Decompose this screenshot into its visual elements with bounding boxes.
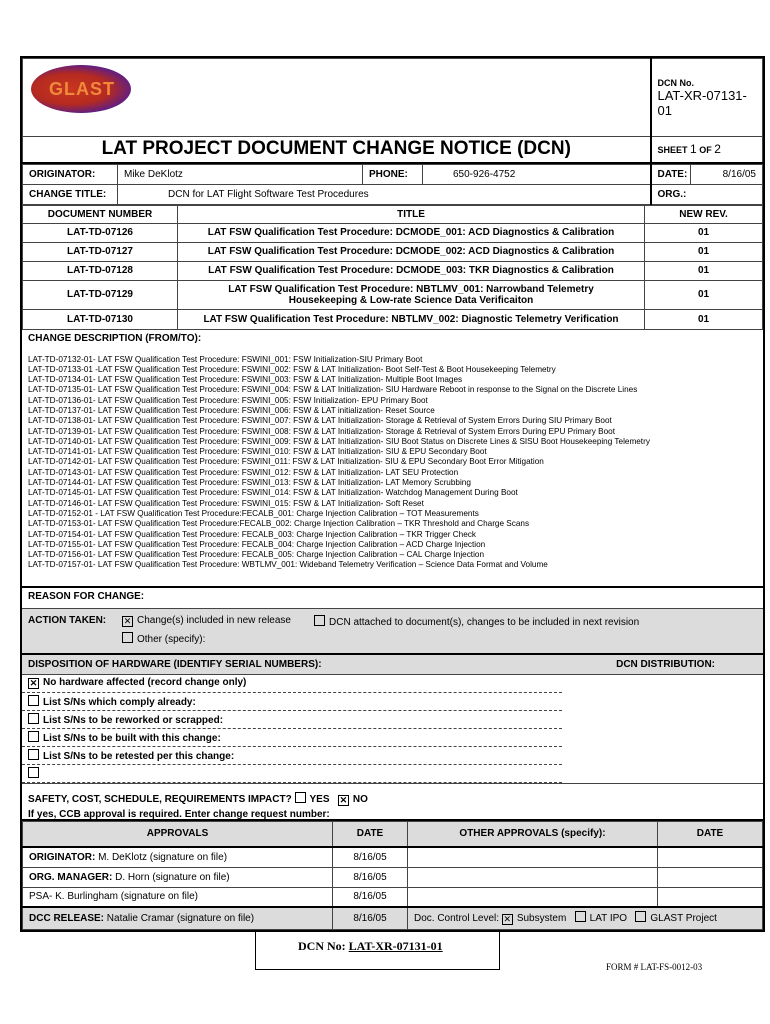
approval-name: M. DeKlotz (signature on file) [98,851,228,863]
disposition-list [22,675,562,783]
change-description-line: LAT-TD-07146-01- LAT FSW Qualification Test Procedure: FSWINI_015: FSW & LAT Initialization- Soft Reset [28,498,424,508]
disposition-label: DISPOSITION OF HARDWARE (IDENTIFY SERIAL NUMBERS): [28,658,322,670]
phone-label: PHONE: [363,164,423,184]
sheet-of: OF [699,145,712,156]
impact-note: If yes, CCB approval is required. Enter change request number: [28,808,330,820]
checkbox-icon[interactable] [28,749,39,760]
doc-number: LAT-TD-07129 [23,280,178,309]
date-header: DATE [333,821,408,847]
documents-table [22,205,763,330]
doc-rev: 01 [645,242,763,261]
logo-text: GLAST [49,79,115,99]
change-description-label: CHANGE DESCRIPTION (FROM/TO): [28,332,202,344]
doc-title: LAT FSW Qualification Test Procedure: DCMODE_002: ACD Diagnostics & Calibration [178,242,645,261]
checkbox-icon[interactable] [635,911,646,922]
doc-title-header: TITLE [178,205,645,223]
change-description-line: LAT-TD-07139-01- LAT FSW Qualification Test Procedure: FSWINI_008: FSW & LAT Initialization- Storage & Retrieval of System Errors During EPU Primary Boot [28,426,615,436]
change-description-line: LAT-TD-07140-01- LAT FSW Qualification Test Procedure: FSWINI_009: FSW & LAT Initialization- SIU Boot Status on Discrete Lines & SISU Boot Housekeeping Telemetry [28,436,650,446]
other-approvals-header: OTHER APPROVALS (specify): [408,821,658,847]
approval-date: 8/16/05 [333,867,408,887]
release-date: 8/16/05 [333,907,408,929]
impact-no: NO [352,793,368,805]
checkbox-icon[interactable] [314,615,325,626]
change-title-label: CHANGE TITLE: [23,184,118,204]
release-role: DCC RELEASE: [29,912,105,924]
level-lat-ipo: LAT IPO [589,913,628,925]
change-description-line: LAT-TD-07142-01- LAT FSW Qualification Test Procedure: FSWINI_011: FSW & LAT Initialization- SIU & EPU Secondary Boot Error Mitigation [28,457,544,467]
checkbox-icon[interactable] [28,731,39,742]
form-number: FORM # LAT-FS-0012-03 [606,962,703,972]
footer-dcn-box [255,930,500,970]
dcn-form [20,56,765,932]
impact-yes: YES [309,793,330,805]
doc-rev: 01 [645,223,763,242]
doc-rev: 01 [645,309,763,329]
action-opt3-label: Other (specify): [137,633,206,645]
checkbox-checked-icon[interactable]: ✕ [503,914,512,925]
date-label: DATE: [651,164,691,184]
checkbox-icon[interactable] [28,713,39,724]
list-item[interactable] [22,710,562,728]
change-description-line: LAT-TD-07154-01- LAT FSW Qualification Test Procedure: FECALB_003: Charge Injection Calibration – TKR Trigger Check [28,529,476,539]
change-description-line: LAT-TD-07156-01- LAT FSW Qualification Test Procedure: FECALB_005: Charge Injection Calibration – CAL Charge Injection [28,550,484,560]
disposition-header [22,655,763,675]
page-title: LAT PROJECT DOCUMENT CHANGE NOTICE (DCN) [23,137,651,163]
checkbox-icon[interactable] [575,911,586,922]
disposition-item-label: List S/Ns to be retested per this change: [43,750,235,762]
table-row [23,223,763,242]
action-opt2-label: DCN attached to document(s), changes to be included in next revision [329,616,640,628]
checkbox-icon[interactable] [28,695,39,706]
originator-label: ORIGINATOR: [23,164,118,184]
change-description-line: LAT-TD-07132-01- LAT FSW Qualification Test Procedure: FSWINI_001: FSW Initialization-SIU Primary Boot [28,354,423,364]
checkbox-checked-icon[interactable]: ✕ [339,794,348,805]
table-row [23,242,763,261]
approval-role: ORIGINATOR: [29,851,96,863]
change-description-line: LAT-TD-07136-01- LAT FSW Qualification Test Procedure: FSWINI_005: FSW Initialization- EPU Primary Boot [28,395,428,405]
level-subsystem: Subsystem [516,913,567,925]
dcn-no-label: DCN No. [657,77,694,88]
doc-number: LAT-TD-07128 [23,261,178,280]
date-value: 8/16/05 [691,164,763,184]
action-taken-section [22,609,763,655]
doc-number: LAT-TD-07126 [23,223,178,242]
impact-label: SAFETY, COST, SCHEDULE, REQUIREMENTS IMPACT? [28,793,292,805]
disposition-item-label: List S/Ns to be reworked or scrapped: [43,714,224,726]
table-row [23,867,763,887]
action-opt2[interactable] [314,615,639,628]
change-description-list [22,347,763,575]
org-label: ORG.: [651,184,763,204]
control-level-label: Doc. Control Level: [414,913,500,925]
disposition-item-label: No hardware affected (record change only) [43,677,247,688]
approval-name: PSA- K. Burlingham (signature on file) [29,891,198,903]
doc-title: LAT FSW Qualification Test Procedure: NBTLMV_001: Narrowband Telemetry Housekeeping & Low-rate Science Data Verificaiton [178,280,645,309]
list-item[interactable] [22,675,562,693]
change-description-line: LAT-TD-07141-01- LAT FSW Qualification Test Procedure: FSWINI_010: FSW & LAT Initialization- SIU & EPU Secondary Boot [28,447,487,457]
checkbox-icon[interactable] [295,792,306,803]
sheet-total: 2 [714,142,721,157]
doc-title: LAT FSW Qualification Test Procedure: DCMODE_001: ACD Diagnostics & Calibration [178,223,645,242]
table-row [23,309,763,329]
doc-number-header: DOCUMENT NUMBER [23,205,178,223]
header-table [22,58,763,164]
level-glast-project: GLAST Project [650,913,717,925]
doc-rev: 01 [645,280,763,309]
other-date-header: DATE [658,821,763,847]
change-description-line: LAT-TD-07133-01 -LAT FSW Qualification Test Procedure: FSWINI_002: FSW & LAT Initialization- Boot Self-Test & Boot Housekeeping Telemetry [28,364,556,374]
impact-section [22,783,763,821]
approval-role: ORG. MANAGER: [29,871,113,883]
glast-logo [31,65,131,113]
footer-dcn-number: LAT-XR-07131-01 [348,939,443,953]
change-description-line: LAT-TD-07135-01- LAT FSW Qualification Test Procedure: FSWINI_004: FSW & LAT Initialization- SIU Hardware Reboot in response to the Signal on the Discrete Lines [28,385,638,395]
change-description-section [22,330,763,588]
change-description-line: LAT-TD-07152-01 - LAT FSW Qualification Test Procedure:FECALB_001: Charge Injection Calibration – TOT Measurements [28,508,479,518]
action-opt1[interactable] [122,615,291,627]
list-item[interactable] [22,746,562,764]
doc-title: LAT FSW Qualification Test Procedure: DCMODE_003: TKR Diagnostics & Calibration [178,261,645,280]
table-row [23,261,763,280]
checkbox-checked-icon[interactable]: ✕ [29,678,38,688]
doc-title: LAT FSW Qualification Test Procedure: NBTLMV_002: Diagnostic Telemetry Verification [178,309,645,329]
checkbox-icon[interactable] [122,632,133,643]
approval-name: D. Horn (signature on file) [115,871,230,883]
disposition-item-label: List S/Ns to be built with this change: [43,732,221,744]
change-description-line: LAT-TD-07144-01- LAT FSW Qualification Test Procedure: FSWINI_013: FSW & LAT Initialization- LAT Memory Scrubbing [28,478,471,488]
change-description-line: LAT-TD-07145-01- LAT FSW Qualification Test Procedure: FSWINI_014: FSW & LAT Initialization- Watchdog Management During Boot [28,488,518,498]
table-row [23,847,763,867]
distribution-label: DCN DISTRIBUTION: [616,658,715,670]
logo-cell [23,59,651,137]
info-table [22,164,763,205]
footer-dcn-label: DCN No: [298,939,346,953]
doc-number: LAT-TD-07130 [23,309,178,329]
doc-rev: 01 [645,261,763,280]
checkbox-icon[interactable] [28,767,39,778]
new-rev-header: NEW REV. [645,205,763,223]
originator-value: Mike DeKlotz [118,164,363,184]
release-name: Natalie Cramar (signature on file) [106,912,255,924]
release-row [23,907,763,929]
change-title-value: DCN for LAT Flight Software Test Procedures [118,184,651,204]
change-description-line: LAT-TD-07137-01- LAT FSW Qualification Test Procedure: FSWINI_006: FSW & LAT initialization- Reset Source [28,405,435,415]
checkbox-checked-icon[interactable]: ✕ [123,615,132,626]
change-description-line: LAT-TD-07138-01- LAT FSW Qualification Test Procedure: FSWINI_007: FSW & LAT Initialization- Storage & Retrieval of System Errors During SIU Primary Boot [28,416,612,426]
action-label: ACTION TAKEN: [28,614,107,626]
sheet-num: 1 [690,142,697,157]
approval-date: 8/16/05 [333,847,408,867]
action-opt1-label: Change(s) included in new release [137,614,291,626]
change-description-line: LAT-TD-07157-01- LAT FSW Qualification Test Procedure: WBTLMV_001: Wideband Telemetry Verification – Science Data Format and Volume [28,560,548,570]
dcn-number: LAT-XR-07131-01 [657,87,747,118]
approval-date: 8/16/05 [333,887,408,907]
change-description-line: LAT-TD-07155-01- LAT FSW Qualification Test Procedure: FECALB_004: Charge Injection Calibration – ACD Charge Injection [28,539,486,549]
change-description-line: LAT-TD-07153-01- LAT FSW Qualification Test Procedure:FECALB_002: Charge Injection Calibration – TKR Threshold and Charge Scans [28,519,530,529]
change-description-line: LAT-TD-07134-01- LAT FSW Qualification Test Procedure: FSWINI_003: FSW & LAT Initialization- Multiple Boot Images [28,375,463,385]
doc-number: LAT-TD-07127 [23,242,178,261]
change-description-line: LAT-TD-07143-01- LAT FSW Qualification Test Procedure: FSWINI_012: FSW & LAT Initialization- LAT SEU Protection [28,467,459,477]
disposition-item-label: List S/Ns which comply already: [43,696,196,708]
table-row [23,280,763,309]
list-item[interactable] [22,728,562,746]
approvals-header: APPROVALS [23,821,333,847]
reason-label: REASON FOR CHANGE: [22,588,763,609]
approvals-table [22,821,763,930]
list-item[interactable] [22,764,562,782]
action-opt3[interactable] [122,632,205,645]
phone-value: 650-926-4752 [423,164,651,184]
table-row [23,887,763,907]
list-item[interactable] [22,692,562,710]
sheet-label: SHEET [657,145,688,156]
